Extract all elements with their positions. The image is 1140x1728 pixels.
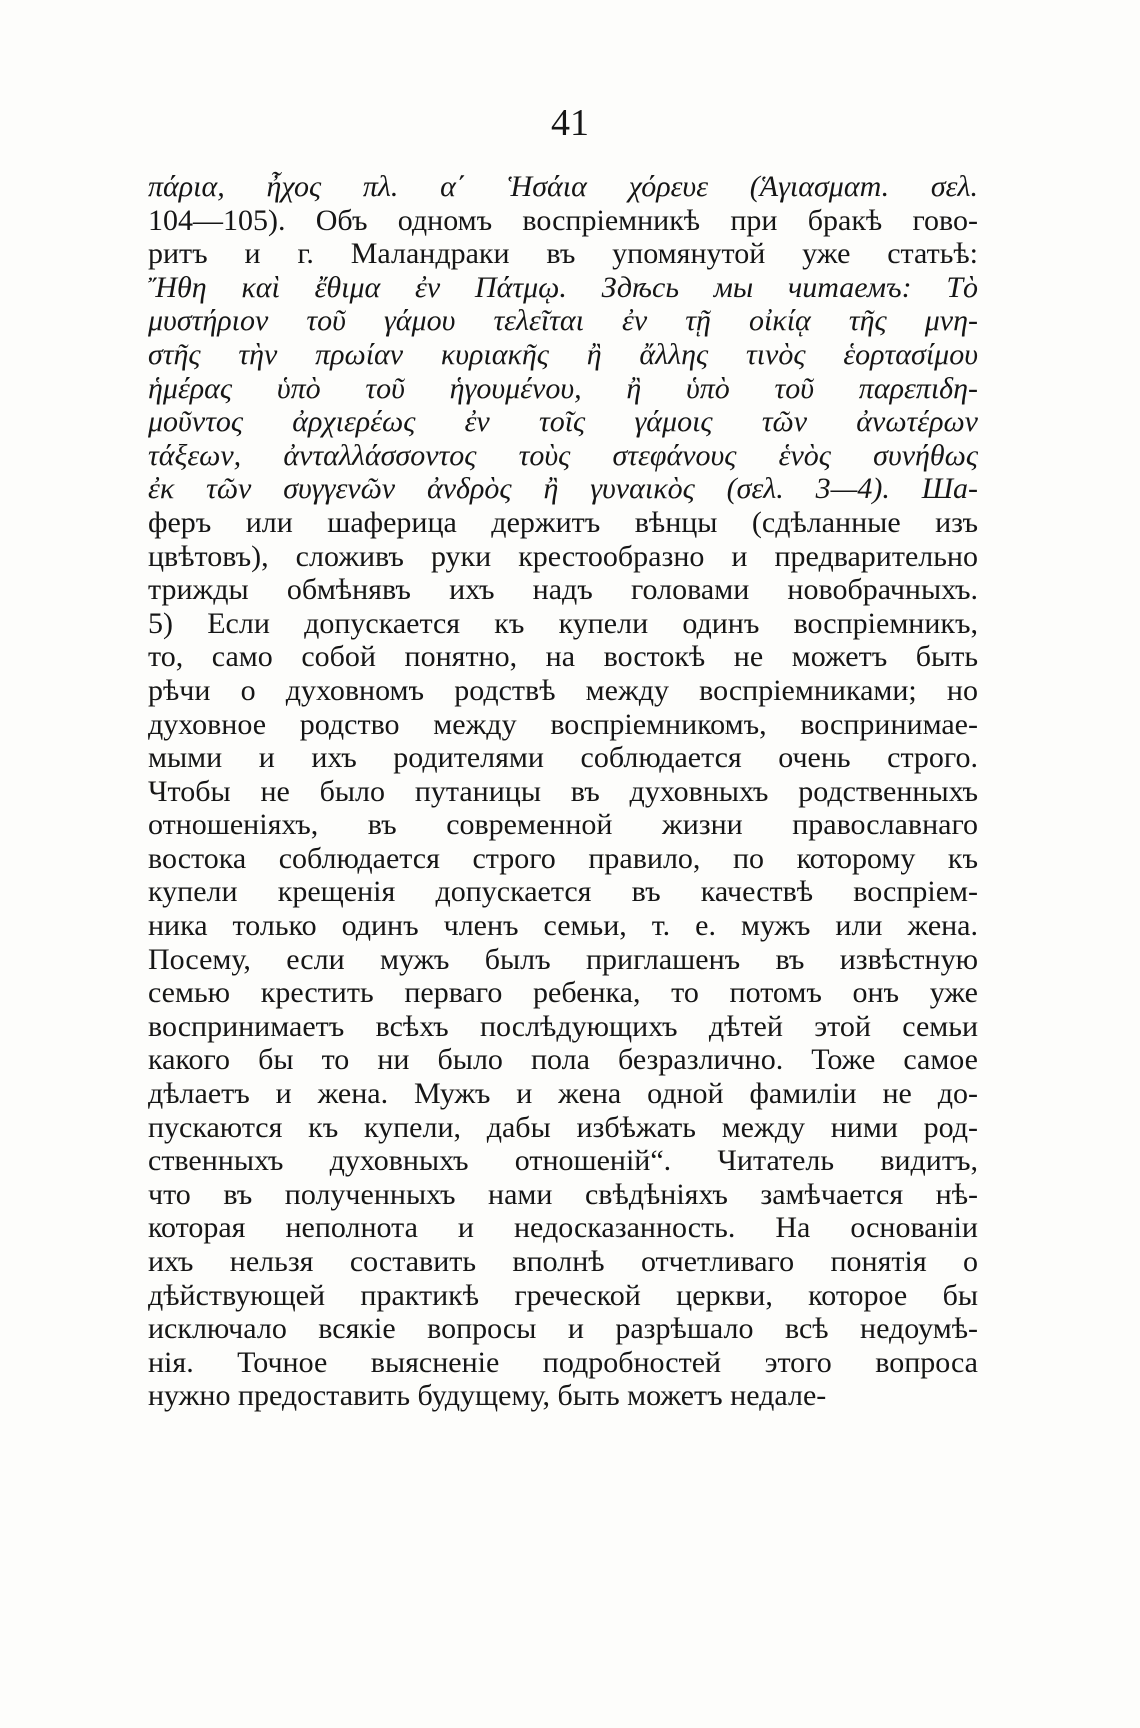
text-line: Чтобы не было путаницы въ духовныхъ родственныхъ: [148, 774, 978, 808]
text-line: мыми и ихъ родителями соблюдается очень строго.: [148, 741, 978, 775]
text-line: дѣйствующей практикѣ греческой церкви, которое бы: [148, 1278, 978, 1312]
text-line: трижды обмѣнявъ ихъ надъ головами новобрачныхъ.: [148, 573, 978, 607]
text-line: ихъ нельзя составить вполнѣ отчетливаго понятія о: [148, 1245, 978, 1278]
text-line: στῆς τὴν πρωίαν κυριακῆς ἢ ἄλλης τινὸς ἑορτασίμου: [148, 337, 978, 371]
text-line: дѣлаетъ и жена. Мужъ и жена одной фамиліи не до-: [148, 1077, 978, 1111]
text-line: рѣчи о духовномъ родствѣ между воспріемниками; но: [148, 673, 978, 707]
text-line: духовное родство между воспріемникомъ, воспринимае-: [148, 707, 978, 741]
page-number: 41: [551, 102, 589, 144]
text-line: воспринимаетъ всѣхъ послѣдующихъ дѣтей этой семьи: [148, 1009, 978, 1043]
text-line: феръ или шаферица держитъ вѣнцы (сдѣланные изъ: [148, 505, 978, 539]
text-line: которая неполнота и недосказанность. На основаніи: [148, 1211, 978, 1245]
text-line: 5) Если допускается къ купели одинъ воспріемникъ,: [148, 606, 978, 640]
text-line: какого бы то ни было пола безразлично. Тоже самое: [148, 1043, 978, 1077]
text-line: что въ полученныхъ нами свѣдѣніяхъ замѣчается нѣ-: [148, 1177, 978, 1211]
text-line: μυστήριον τοῦ γάμου τελεῖται ἐν τῇ οἰκίᾳ τῆς μνη-: [148, 304, 978, 338]
text-line: исключало всякіе вопросы и разрѣшало всѣ недоумѣ-: [148, 1312, 978, 1346]
text-line: ἡμέρας ὑπὸ τοῦ ἡγουμένου, ἢ ὑπὸ τοῦ παρεπιδη-: [148, 371, 978, 405]
text-line: пускаются къ купели, дабы избѣжать между ними род-: [148, 1110, 978, 1144]
text-line: ника только одинъ членъ семьи, т. е. мужъ или жена.: [148, 909, 978, 943]
text-line: Посему, если мужъ былъ приглашенъ въ извѣстную: [148, 942, 978, 976]
text-line: 104—105). Объ одномъ воспріемникѣ при бракѣ гово-: [148, 203, 978, 237]
text-line: ственныхъ духовныхъ отношеній“. Читатель видитъ,: [148, 1144, 978, 1178]
text-line: купели крещенія допускается въ качествѣ воспріем-: [148, 875, 978, 909]
text-line: семью крестить перваго ребенка, то потомъ онъ уже: [148, 976, 978, 1010]
text-line: ἐκ τῶν συγγενῶν ἀνδρὸς ἢ γυναικὸς (σελ. 3—4). Ша-: [148, 472, 978, 506]
text-line: πάρια, ἦχος πλ. α΄ Ἡσάια χόρευε (Ἁγιασμαт. σελ.: [148, 170, 978, 203]
text-line: то, само собой понятно, на востокѣ не можетъ быть: [148, 640, 978, 674]
text-line: нужно предоставить будущему, быть можетъ недале-: [148, 1379, 827, 1413]
text-line: цвѣтовъ), сложивъ руки крестообразно и предварительно: [148, 539, 978, 573]
text-line: востока соблюдается строго правило, по которому къ: [148, 841, 978, 875]
text-line: отношеніяхъ, въ современной жизни православнаго: [148, 808, 978, 842]
text-line: τάξεων, ἀνταλλάσσοντος τοὺς στεφάνους ἑνὸς συνήθως: [148, 438, 978, 472]
text-line: ритъ и г. Маландраки въ упомянутой уже статьѣ:: [148, 237, 978, 271]
text-line: μοῦντος ἀρχιερέως ἐν τοῖς γάμοις τῶν ἀνωτέρων: [148, 405, 978, 439]
text-line: Ἤθη καὶ ἔθιμα ἐν Πάτμῳ. Здѣсь мы читаемъ: Τὸ: [148, 270, 978, 304]
text-line: нія. Точное выясненіе подробностей этого вопроса: [148, 1345, 978, 1379]
text-body: [148, 170, 978, 1413]
